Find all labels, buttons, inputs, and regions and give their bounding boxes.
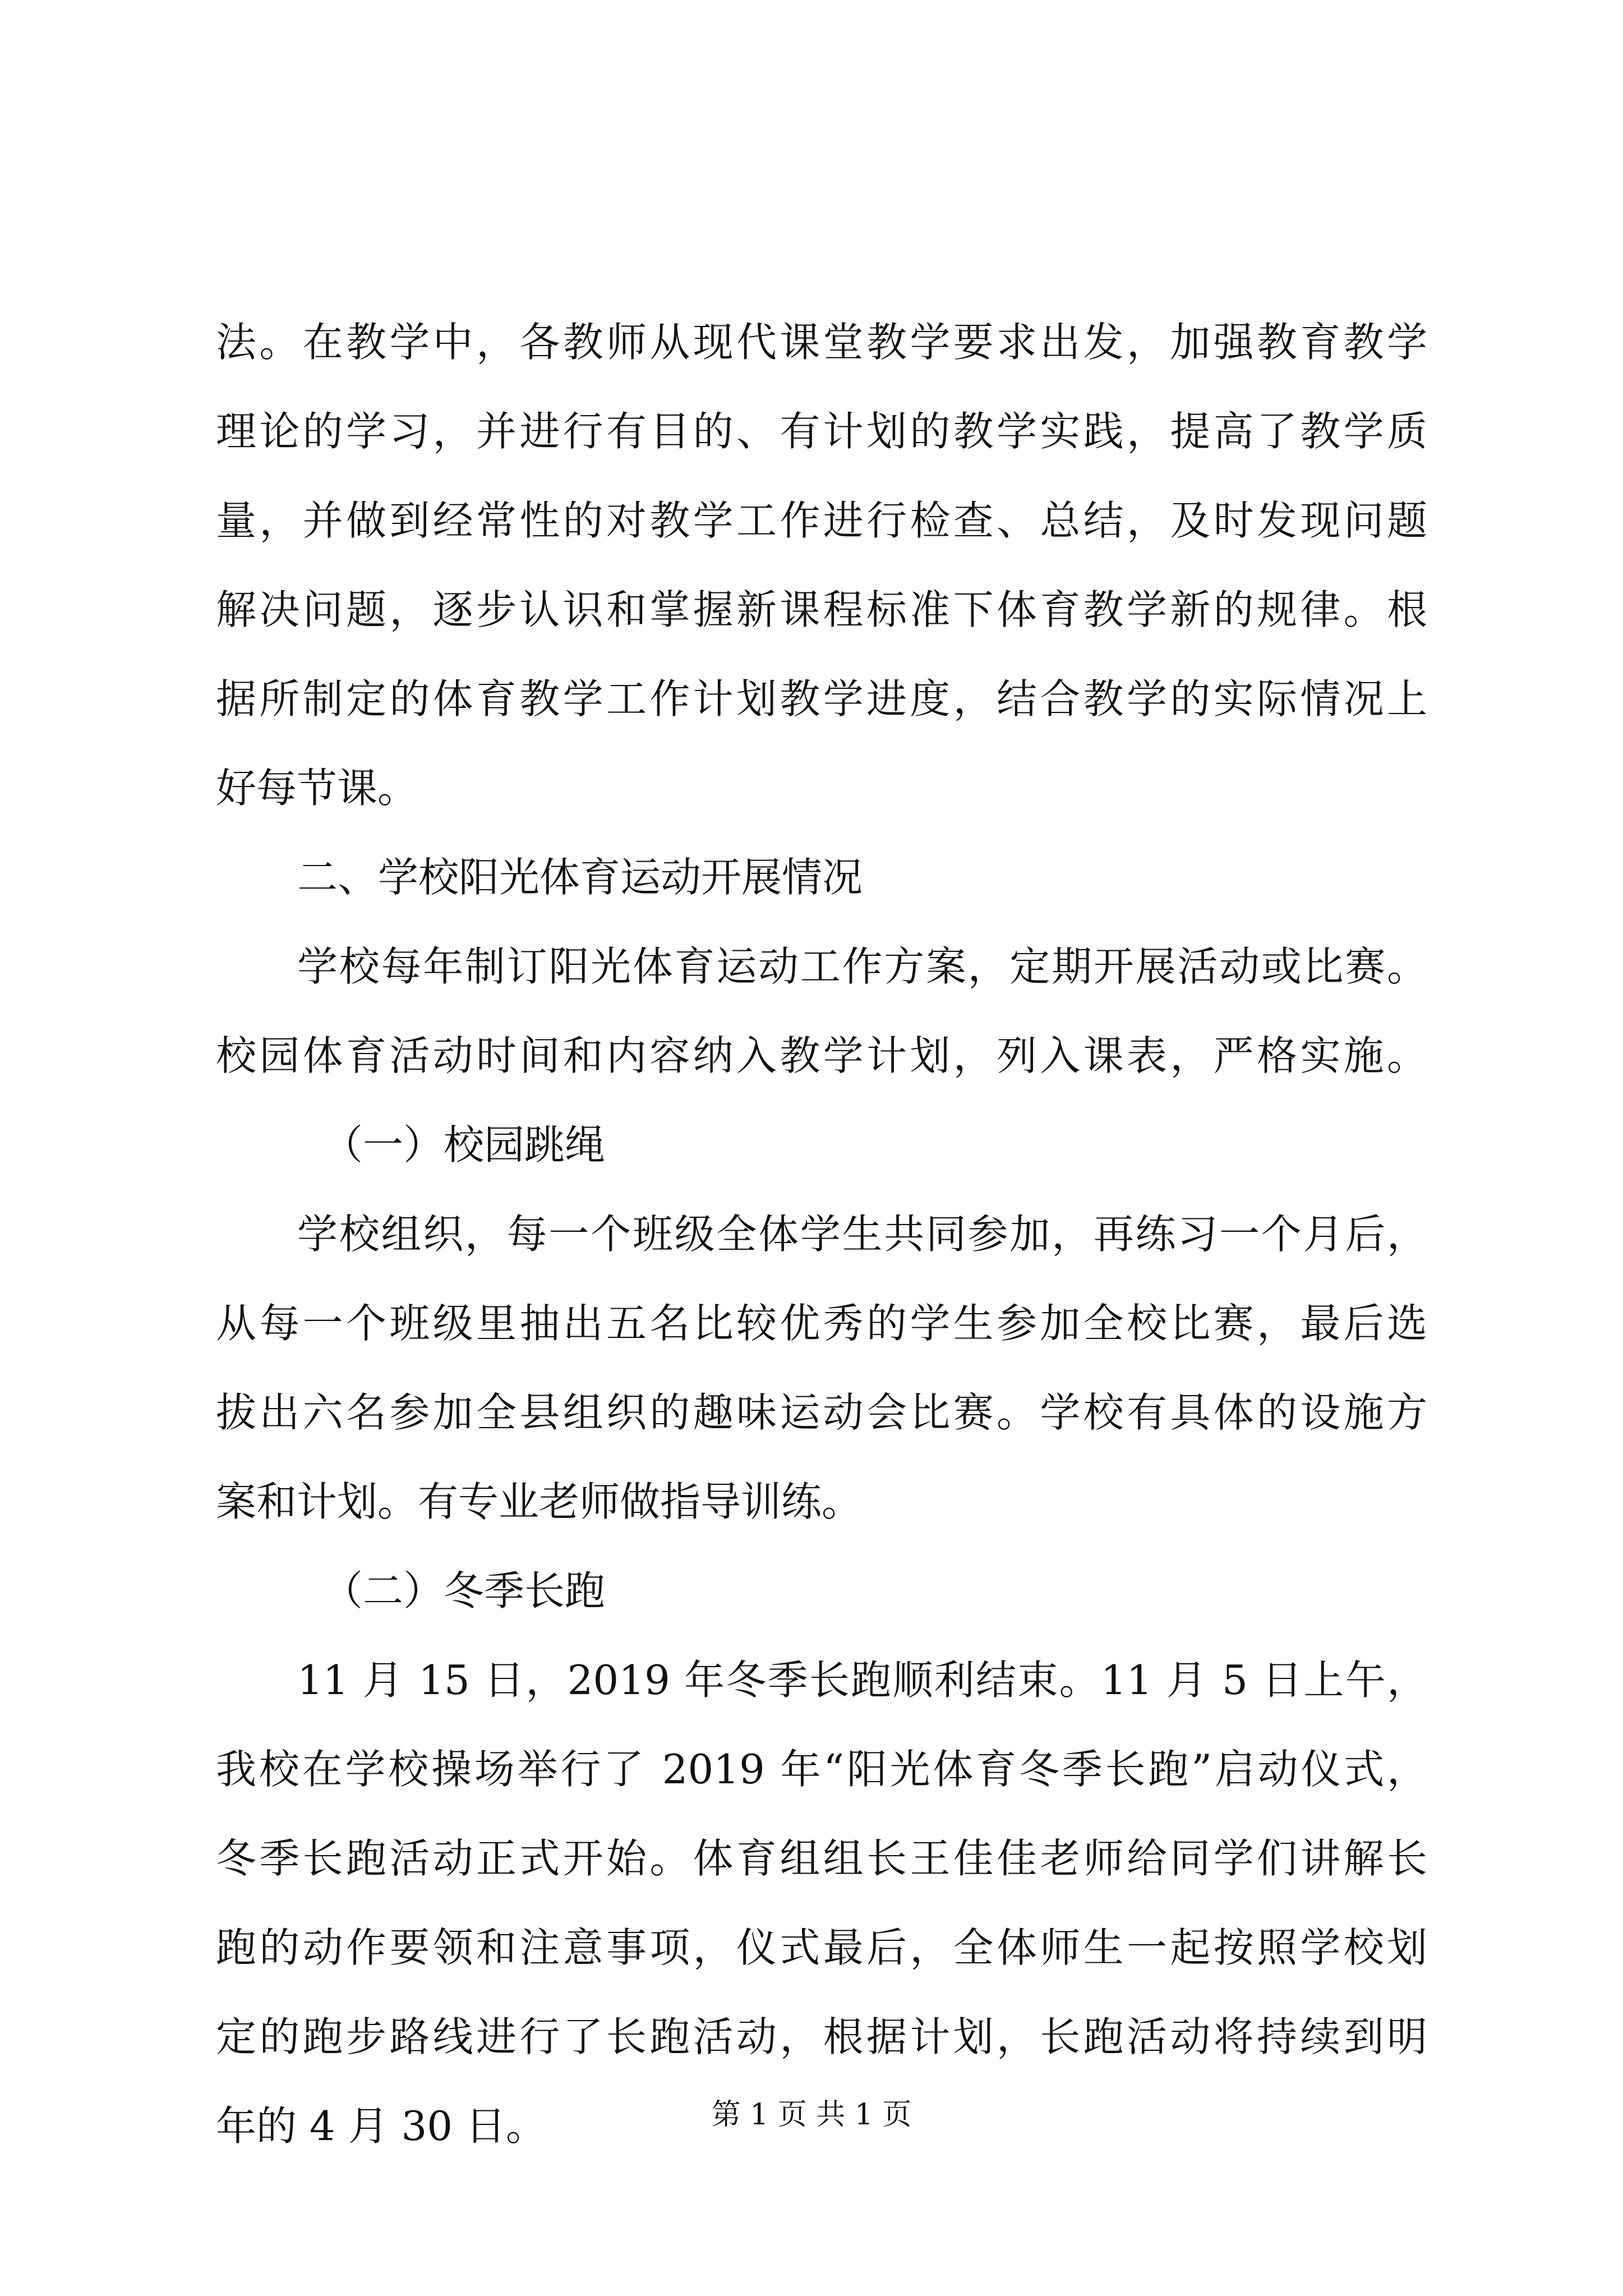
paragraph-line: 冬季长跑活动正式开始。体育组组长王佳佳老师给同学们讲解长: [216, 1835, 1427, 1882]
paragraph-line: 解决问题，逐步认识和掌握新课程标准下体育教学新的规律。根: [216, 586, 1427, 633]
section-heading: 二、学校阳光体育运动开展情况: [297, 854, 863, 901]
paragraph-line: 定的跑步路线进行了长跑活动，根据计划，长跑活动将持续到明: [216, 2013, 1427, 2060]
paragraph-line: 据所制定的体育教学工作计划教学进度，结合教学的实际情况上: [216, 675, 1427, 723]
paragraph-line: 11 月 15 日，2019 年冬季长跑顺利结束。11 月 5 日上午，: [297, 1657, 1427, 1704]
paragraph-line: 案和计划。有专业老师做指导训练。: [216, 1478, 863, 1525]
paragraph-line: 学校每年制订阳光体育运动工作方案，定期开展活动或比赛。: [297, 943, 1427, 990]
paragraph-line: 我校在学校操场举行了 2019 年“阳光体育冬季长跑”启动仪式，: [216, 1746, 1427, 1793]
subsection-heading: （一）校园跳绳: [322, 1121, 606, 1168]
paragraph-line: 好每节课。: [216, 765, 418, 812]
paragraph-line: 年的 4 月 30 日。: [216, 2102, 546, 2150]
paragraph-line: 校园体育活动时间和内容纳入教学计划，列入课表，严格实施。: [216, 1032, 1427, 1079]
paragraph-line: 跑的动作要领和注意事项，仪式最后，全体师生一起按照学校划: [216, 1924, 1427, 1971]
subsection-heading: （二）冬季长跑: [322, 1567, 606, 1614]
paragraph-line: 量，并做到经常性的对教学工作进行检查、总结，及时发现问题: [216, 497, 1427, 544]
paragraph-line: 拔出六名参加全县组织的趣味运动会比赛。学校有具体的设施方: [216, 1389, 1427, 1436]
paragraph-line: 学校组织，每一个班级全体学生共同参加，再练习一个月后，: [297, 1211, 1427, 1258]
page-footer: 第 1 页 共 1 页: [711, 2098, 912, 2132]
paragraph-line: 法。在教学中，各教师从现代课堂教学要求出发，加强教育教学: [216, 319, 1427, 366]
paragraph-line: 理论的学习，并进行有目的、有计划的教学实践，提高了教学质: [216, 408, 1427, 455]
paragraph-line: 从每一个班级里抽出五名比较优秀的学生参加全校比赛，最后选: [216, 1300, 1427, 1347]
